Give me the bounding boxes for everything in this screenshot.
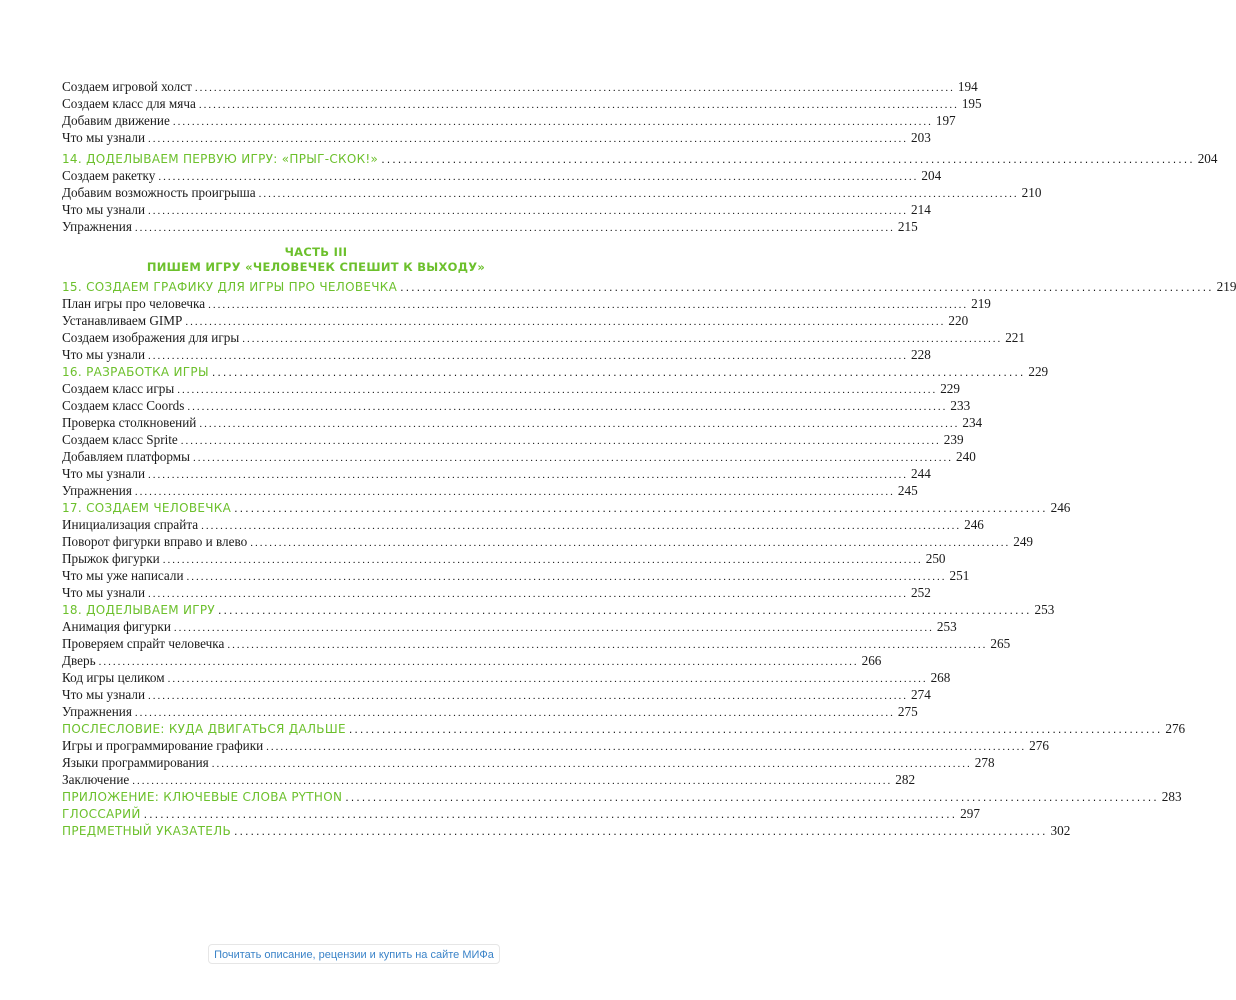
entry-page-number: 220 (948, 313, 969, 328)
entry-page-number: 252 (911, 585, 931, 600)
chapter-title: 14. ДОДЕЛЫВАЕМ ПЕРВУЮ ИГРУ: «ПРЫГ-СКОК!» (62, 152, 379, 166)
toc-entry[interactable] (62, 754, 995, 771)
entry-title: Что мы узнали (62, 202, 146, 217)
toc-entry[interactable] (62, 129, 931, 146)
entry-title: Что мы узнали (62, 466, 146, 481)
toc-entry[interactable] (62, 201, 931, 218)
dot-leader: .................................................................................................................................................... (143, 808, 958, 821)
entry-page-number: 194 (957, 79, 978, 94)
entry-title: Код игры целиком (62, 670, 165, 685)
dot-leader: ................................................................................................................................................................ (258, 188, 1019, 200)
entry-page-number: 278 (974, 755, 995, 770)
entry-page-number: 246 (964, 517, 984, 532)
toc-entry[interactable] (62, 112, 956, 129)
toc-entry[interactable] (62, 686, 931, 703)
toc-entry[interactable] (62, 669, 951, 686)
entry-page-number: 276 (1029, 738, 1049, 753)
dot-leader: ................................................................................................................................................................ (132, 775, 893, 787)
entry-page-number: 253 (936, 619, 957, 634)
toc-entry[interactable] (62, 771, 916, 788)
dot-leader: .................................................................................................................................................... (345, 791, 1159, 804)
dot-leader: ................................................................................................................................................................ (148, 205, 909, 217)
entry-page-number: 266 (861, 653, 882, 668)
entry-title: Устанавливаем GIMP (62, 313, 183, 328)
dot-leader: ................................................................................................................................................................ (208, 299, 969, 311)
toc-index[interactable] (62, 822, 1071, 839)
dot-leader: ................................................................................................................................................................ (158, 171, 919, 183)
entry-page-number: 239 (943, 432, 964, 447)
entry-page-number: 245 (897, 483, 918, 498)
dot-leader: ................................................................................................................................................................ (148, 133, 909, 145)
toc-section-group (62, 295, 1025, 363)
toc-entry[interactable] (62, 397, 971, 414)
chapter-title: 17. СОЗДАЕМ ЧЕЛОВЕЧКА (62, 501, 232, 515)
toc-entry[interactable] (62, 184, 1042, 201)
chapter-title: 18. ДОДЕЛЫВАЕМ ИГРУ (62, 603, 216, 617)
entry-title: Упражнения (62, 704, 132, 719)
dot-leader: ................................................................................................................................................................ (242, 333, 1003, 345)
entry-page-number: 204 (921, 168, 942, 183)
toc-entry[interactable] (62, 550, 946, 567)
entry-title: Инициализация спрайта (62, 517, 199, 532)
dot-leader: ................................................................................................................................................................ (172, 116, 933, 128)
entry-page-number: 251 (949, 568, 970, 583)
dot-leader: ................................................................................................................................................................ (211, 758, 972, 770)
toc-entry[interactable] (62, 567, 970, 584)
entry-title: Поворот фигурки вправо и влево (62, 534, 248, 549)
chapter-page-number: 276 (1165, 721, 1186, 736)
toc-entry[interactable] (62, 329, 1025, 346)
dot-leader: .................................................................................................................................................... (234, 825, 1048, 838)
dot-leader: ................................................................................................................................................................ (177, 384, 938, 396)
entry-title: Упражнения (62, 483, 132, 498)
toc-chapter-15[interactable] (62, 278, 1236, 295)
chapter-page-number: 283 (1161, 789, 1182, 804)
toc-entry[interactable] (62, 295, 991, 312)
dot-leader: .................................................................................................................................................... (381, 153, 1195, 166)
dot-leader: ................................................................................................................................................................ (173, 622, 934, 634)
toc-entry[interactable] (62, 482, 918, 499)
entry-title: Дверь (62, 653, 96, 668)
toc-entry[interactable] (62, 414, 983, 431)
dot-leader: ................................................................................................................................................................ (201, 520, 962, 532)
entry-page-number: 228 (911, 347, 931, 362)
toc-entry[interactable] (62, 78, 978, 95)
chapter-title: ГЛОССАРИЙ (62, 807, 141, 821)
toc-entry[interactable] (62, 380, 960, 397)
chapter-title: ПОСЛЕСЛОВИЕ: КУДА ДВИГАТЬСЯ ДАЛЬШЕ (62, 722, 346, 736)
toc-entry[interactable] (62, 533, 1033, 550)
dot-leader: ................................................................................................................................................................ (180, 435, 941, 447)
toc-chapter-14[interactable] (62, 150, 1218, 167)
dot-leader: .................................................................................................................................................... (234, 502, 1048, 515)
dot-leader: ................................................................................................................................................................ (134, 222, 895, 234)
toc-appendix[interactable] (62, 788, 1182, 805)
toc-entry[interactable] (62, 312, 969, 329)
entry-page-number: 214 (911, 202, 931, 217)
entry-title: Создаем класс для мяча (62, 96, 196, 111)
dot-leader: ................................................................................................................................................................ (266, 741, 1027, 753)
part-heading (62, 245, 570, 275)
part-title: ПИШЕМ ИГРУ «ЧЕЛОВЕЧЕК СПЕШИТ К ВЫХОДУ» (146, 260, 486, 274)
entry-page-number: 203 (911, 130, 931, 145)
dot-leader: ................................................................................................................................................................ (185, 316, 946, 328)
dot-leader: ................................................................................................................................................................ (134, 486, 895, 498)
entry-title: Игры и программирование графики (62, 738, 264, 753)
entry-page-number: 229 (940, 381, 960, 396)
entry-page-number: 221 (1005, 330, 1025, 345)
toc-entry[interactable] (62, 516, 984, 533)
dot-leader: ................................................................................................................................................................ (199, 418, 960, 430)
toc-chapter-16[interactable] (62, 363, 1049, 380)
entry-title: Заключение (62, 772, 130, 787)
dot-leader: ................................................................................................................................................................ (187, 401, 948, 413)
entry-title: Что мы узнали (62, 130, 146, 145)
entry-title: Добавляем платформы (62, 449, 190, 464)
dot-leader: ................................................................................................................................................................ (134, 707, 895, 719)
toc-section-group (62, 737, 1049, 788)
toc-section-group (62, 380, 983, 499)
toc-entry[interactable] (62, 465, 931, 482)
chapter-page-number: 229 (1028, 364, 1049, 379)
entry-page-number: 234 (962, 415, 983, 430)
dot-leader: .................................................................................................................................................... (400, 281, 1214, 294)
chapter-page-number: 219 (1216, 279, 1236, 294)
entry-page-number: 249 (1013, 534, 1033, 549)
entry-page-number: 219 (971, 296, 991, 311)
dot-leader: ................................................................................................................................................................ (227, 639, 988, 651)
entry-page-number: 197 (935, 113, 956, 128)
entry-title: Что мы узнали (62, 347, 146, 362)
toc-section-group (62, 167, 1042, 235)
toc-entry[interactable] (62, 737, 1049, 754)
entry-title: Прыжок фигурки (62, 551, 160, 566)
entry-title: Что мы уже написали (62, 568, 184, 583)
chapter-title: 15. СОЗДАЕМ ГРАФИКУ ДЛЯ ИГРЫ ПРО ЧЕЛОВЕЧКА (62, 280, 398, 294)
dot-leader: ................................................................................................................................................................ (148, 690, 909, 702)
entry-title: Создаем класс Coords (62, 398, 185, 413)
buy-book-link[interactable]: Почитать описание, рецензии и купить на сайте МИФа (208, 944, 500, 964)
toc-entry[interactable] (62, 431, 964, 448)
toc-section-group (62, 516, 1033, 601)
part-label: ЧАСТЬ III (284, 245, 348, 259)
toc-section-group (62, 618, 1011, 720)
dot-leader: ................................................................................................................................................................ (98, 656, 859, 668)
toc-glossary[interactable] (62, 805, 980, 822)
toc-entry[interactable] (62, 448, 976, 465)
entry-page-number: 282 (895, 772, 916, 787)
entry-page-number: 210 (1021, 185, 1042, 200)
toc-entry[interactable] (62, 167, 942, 184)
entry-title: Создаем игровой холст (62, 79, 192, 94)
entry-page-number: 215 (897, 219, 918, 234)
toc-entry[interactable] (62, 218, 918, 235)
entry-title: Создаем изображения для игры (62, 330, 240, 345)
entry-page-number: 274 (911, 687, 931, 702)
entry-title: Создаем класс Sprite (62, 432, 178, 447)
dot-leader: ................................................................................................................................................................ (167, 673, 928, 685)
dot-leader: ................................................................................................................................................................ (148, 588, 909, 600)
entry-title: Проверяем спрайт человечка (62, 636, 225, 651)
chapter-page-number: 204 (1197, 151, 1218, 166)
toc-section-group (62, 78, 982, 146)
entry-title: Анимация фигурки (62, 619, 171, 634)
toc-entry[interactable] (62, 95, 982, 112)
toc-entry[interactable] (62, 618, 957, 635)
chapter-title: 16. РАЗРАБОТКА ИГРЫ (62, 365, 209, 379)
dot-leader: ................................................................................................................................................................ (162, 554, 923, 566)
entry-page-number: 265 (990, 636, 1011, 651)
toc-entry[interactable] (62, 584, 931, 601)
toc-entry[interactable] (62, 652, 882, 669)
entry-page-number: 244 (911, 466, 931, 481)
entry-title: Что мы узнали (62, 585, 146, 600)
entry-title: Проверка столкновений (62, 415, 197, 430)
chapter-title: ПРИЛОЖЕНИЕ: КЛЮЧЕВЫЕ СЛОВА PYTHON (62, 790, 343, 804)
dot-leader: ................................................................................................................................................................ (148, 469, 909, 481)
entry-title: Создаем класс игры (62, 381, 175, 396)
toc-afterword[interactable] (62, 720, 1186, 737)
entry-page-number: 195 (961, 96, 982, 111)
entry-title: План игры про человечка (62, 296, 206, 311)
chapter-page-number: 253 (1034, 602, 1055, 617)
chapter-page-number: 246 (1050, 500, 1071, 515)
entry-title: Создаем ракетку (62, 168, 156, 183)
entry-title: Языки программирования (62, 755, 209, 770)
entry-page-number: 275 (897, 704, 918, 719)
entry-title: Добавим возможность проигрыша (62, 185, 256, 200)
entry-page-number: 233 (950, 398, 971, 413)
dot-leader: ................................................................................................................................................................ (198, 99, 959, 111)
toc-entry[interactable] (62, 346, 931, 363)
toc-entry[interactable] (62, 703, 918, 720)
entry-title: Упражнения (62, 219, 132, 234)
toc-entry[interactable] (62, 635, 1011, 652)
chapter-page-number: 297 (960, 806, 980, 821)
dot-leader: ................................................................................................................................................................ (250, 537, 1011, 549)
dot-leader: .................................................................................................................................................... (211, 366, 1026, 379)
chapter-title: ПРЕДМЕТНЫЙ УКАЗАТЕЛЬ (62, 824, 231, 838)
toc-chapter-17[interactable] (62, 499, 1071, 516)
dot-leader: .................................................................................................................................................... (348, 723, 1163, 736)
dot-leader: ................................................................................................................................................................ (186, 571, 947, 583)
dot-leader: .................................................................................................................................................... (218, 604, 1032, 617)
toc-chapter-18[interactable] (62, 601, 1055, 618)
entry-title: Что мы узнали (62, 687, 146, 702)
entry-page-number: 250 (925, 551, 946, 566)
dot-leader: ................................................................................................................................................................ (148, 350, 909, 362)
dot-leader: ................................................................................................................................................................ (194, 82, 955, 94)
table-of-contents (62, 78, 1236, 839)
entry-title: Добавим движение (62, 113, 170, 128)
chapter-page-number: 302 (1050, 823, 1071, 838)
entry-page-number: 268 (930, 670, 951, 685)
entry-page-number: 240 (956, 449, 976, 464)
dot-leader: ................................................................................................................................................................ (193, 452, 953, 464)
